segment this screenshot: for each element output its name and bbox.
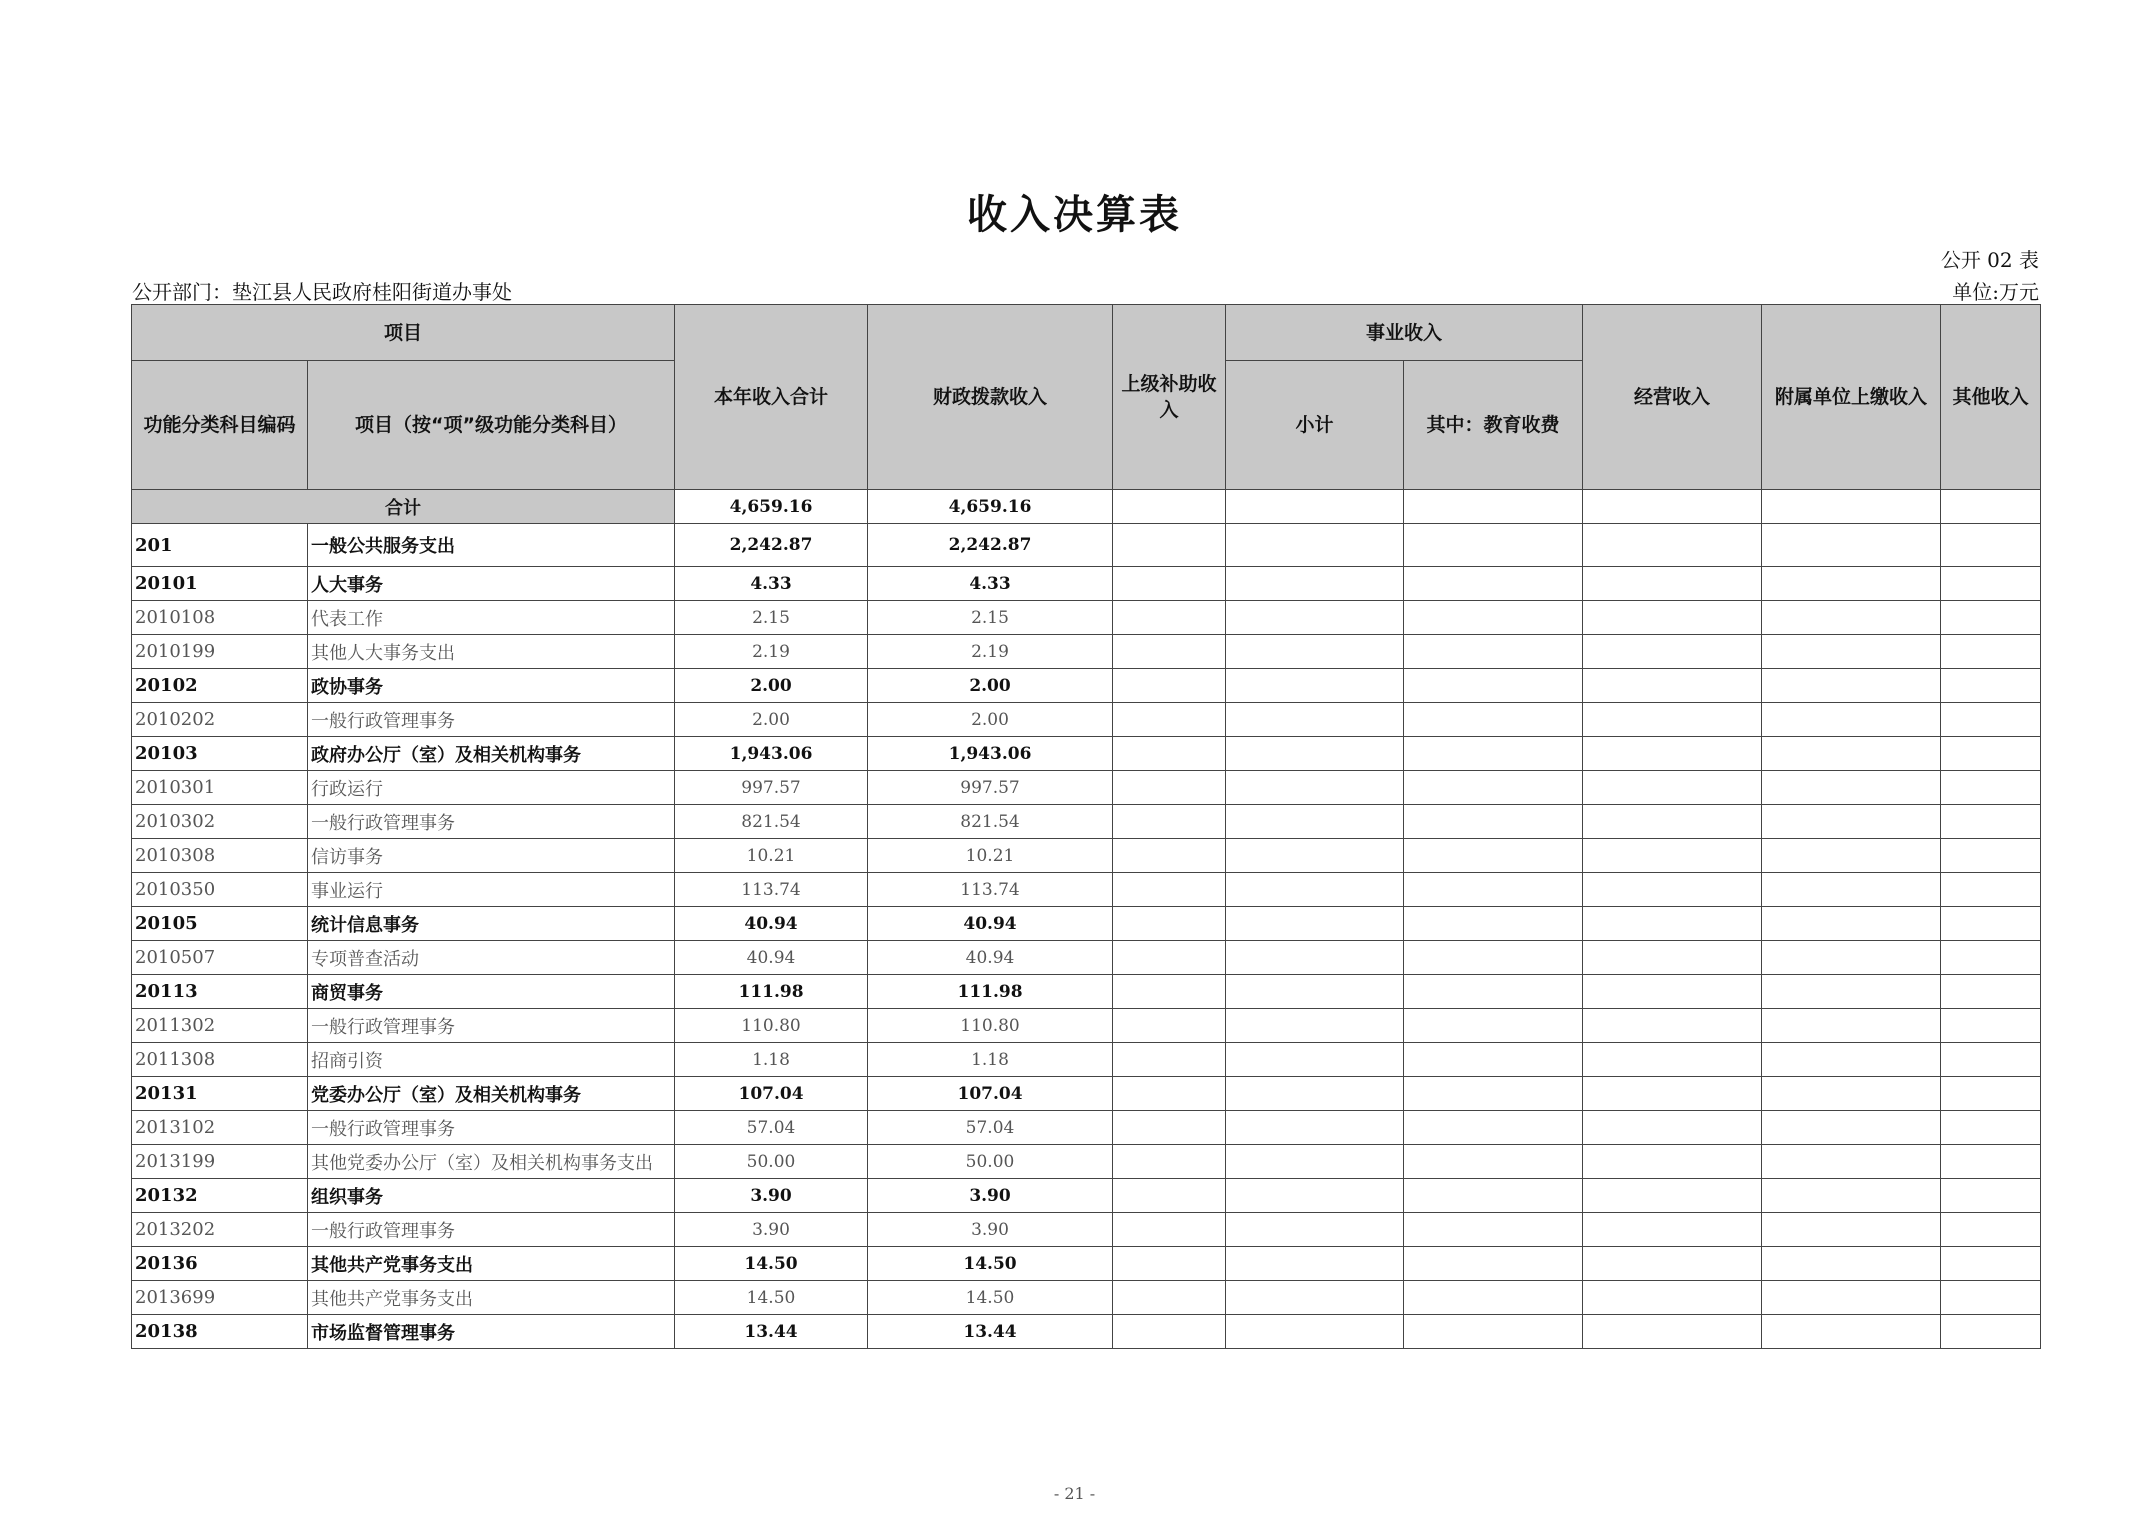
total-income-cell: 2.15 — [675, 601, 868, 635]
table-row — [132, 1009, 2041, 1043]
empty-cell — [1583, 1247, 1762, 1281]
empty-cell — [1583, 1179, 1762, 1213]
total-income-cell: 14.50 — [675, 1247, 868, 1281]
empty-cell — [1583, 941, 1762, 975]
code-cell: 20105 — [132, 907, 308, 941]
unit-label: 单位:万元 — [1952, 280, 2039, 304]
name-cell: 市场监督管理事务 — [308, 1315, 675, 1349]
empty-cell — [1226, 1213, 1404, 1247]
empty-cell — [1113, 907, 1226, 941]
empty-cell — [1762, 567, 1941, 601]
empty-cell — [1941, 1077, 2041, 1111]
empty-cell — [1583, 1077, 1762, 1111]
code-cell: 2013699 — [132, 1281, 308, 1315]
empty-cell — [1583, 975, 1762, 1009]
empty-cell — [1113, 873, 1226, 907]
total-income-cell: 1.18 — [675, 1043, 868, 1077]
fiscal-cell: 10.21 — [868, 839, 1113, 873]
total-income-cell: 57.04 — [675, 1111, 868, 1145]
code-cell: 2010308 — [132, 839, 308, 873]
table-row — [132, 524, 2041, 567]
name-cell: 专项普查活动 — [308, 941, 675, 975]
total-income-cell: 1,943.06 — [675, 737, 868, 771]
fiscal-cell: 821.54 — [868, 805, 1113, 839]
empty-cell — [1226, 703, 1404, 737]
fiscal-cell: 107.04 — [868, 1077, 1113, 1111]
empty-cell — [1583, 1009, 1762, 1043]
empty-cell — [1583, 771, 1762, 805]
empty-cell — [1583, 737, 1762, 771]
fiscal-cell: 1,943.06 — [868, 737, 1113, 771]
empty-cell — [1113, 839, 1226, 873]
code-cell: 2010302 — [132, 805, 308, 839]
fiscal-cell: 2.00 — [868, 669, 1113, 703]
code-cell: 20102 — [132, 669, 308, 703]
name-cell: 统计信息事务 — [308, 907, 675, 941]
total-income-cell: 2.19 — [675, 635, 868, 669]
empty-cell — [1941, 1315, 2041, 1349]
name-cell: 招商引资 — [308, 1043, 675, 1077]
table-row — [132, 635, 2041, 669]
name-cell: 行政运行 — [308, 771, 675, 805]
header-code: 功能分类科目编码 — [132, 361, 308, 490]
code-cell: 2010202 — [132, 703, 308, 737]
header-superior: 上级补助收入 — [1113, 305, 1226, 490]
empty-cell — [1113, 1281, 1226, 1315]
empty-cell — [1404, 1043, 1583, 1077]
fiscal-cell: 111.98 — [868, 975, 1113, 1009]
header-operating: 经营收入 — [1583, 305, 1762, 490]
empty-cell — [1583, 907, 1762, 941]
fiscal-cell: 13.44 — [868, 1315, 1113, 1349]
fiscal-cell: 50.00 — [868, 1145, 1113, 1179]
empty-cell — [1404, 1281, 1583, 1315]
name-cell: 一般行政管理事务 — [308, 1009, 675, 1043]
empty-cell — [1113, 1247, 1226, 1281]
table-row — [132, 601, 2041, 635]
empty-cell — [1113, 975, 1226, 1009]
empty-cell — [1226, 1043, 1404, 1077]
total-income-cell: 2.00 — [675, 669, 868, 703]
empty-cell — [1941, 524, 2041, 567]
total-income-cell: 821.54 — [675, 805, 868, 839]
empty-cell — [1941, 907, 2041, 941]
header-business: 事业收入 — [1226, 305, 1583, 361]
table-row — [132, 567, 2041, 601]
code-cell: 2010199 — [132, 635, 308, 669]
empty-cell — [1404, 524, 1583, 567]
empty-cell — [1762, 805, 1941, 839]
empty-cell — [1404, 975, 1583, 1009]
code-cell: 2010507 — [132, 941, 308, 975]
fiscal-cell: 2.19 — [868, 635, 1113, 669]
code-cell: 20113 — [132, 975, 308, 1009]
name-cell: 一般行政管理事务 — [308, 1213, 675, 1247]
empty-cell — [1226, 601, 1404, 635]
table-row — [132, 975, 2041, 1009]
empty-cell — [1404, 805, 1583, 839]
empty-cell — [1941, 1145, 2041, 1179]
empty-cell — [1113, 1043, 1226, 1077]
empty-cell — [1762, 1145, 1941, 1179]
name-cell: 一般公共服务支出 — [308, 524, 675, 567]
name-cell: 其他共产党事务支出 — [308, 1281, 675, 1315]
empty-cell — [1583, 1145, 1762, 1179]
empty-cell — [1941, 601, 2041, 635]
header-total-income: 本年收入合计 — [675, 305, 868, 490]
page-title: 收入决算表 — [967, 192, 1182, 238]
total-income-value: 4,659.16 — [675, 490, 868, 524]
empty-cell — [1941, 635, 2041, 669]
empty-cell — [1404, 567, 1583, 601]
table-row — [132, 771, 2041, 805]
total-label: 合计 — [132, 490, 675, 524]
empty-cell — [1762, 737, 1941, 771]
empty-cell — [1583, 1213, 1762, 1247]
code-cell: 2011302 — [132, 1009, 308, 1043]
name-cell: 其他党委办公厅（室）及相关机构事务支出 — [308, 1145, 675, 1179]
code-cell: 2013102 — [132, 1111, 308, 1145]
empty-cell — [1404, 1247, 1583, 1281]
code-cell: 2010301 — [132, 771, 308, 805]
empty-cell — [1404, 771, 1583, 805]
total-income-cell: 110.80 — [675, 1009, 868, 1043]
empty-cell — [1762, 1213, 1941, 1247]
empty-cell — [1404, 941, 1583, 975]
code-cell: 20101 — [132, 567, 308, 601]
empty-cell — [1404, 703, 1583, 737]
empty-cell — [1226, 771, 1404, 805]
code-cell: 20132 — [132, 1179, 308, 1213]
empty-cell — [1113, 1315, 1226, 1349]
name-cell: 一般行政管理事务 — [308, 703, 675, 737]
empty-cell — [1762, 635, 1941, 669]
empty-cell — [1113, 805, 1226, 839]
empty-cell — [1226, 635, 1404, 669]
empty-cell — [1113, 941, 1226, 975]
name-cell: 党委办公厅（室）及相关机构事务 — [308, 1077, 675, 1111]
empty-cell — [1762, 1111, 1941, 1145]
fiscal-cell: 2,242.87 — [868, 524, 1113, 567]
empty-cell — [1762, 907, 1941, 941]
empty-cell — [1226, 975, 1404, 1009]
code-cell: 20131 — [132, 1077, 308, 1111]
empty-cell — [1762, 1009, 1941, 1043]
empty-cell — [1226, 907, 1404, 941]
empty-cell — [1226, 1179, 1404, 1213]
code-cell: 2013202 — [132, 1213, 308, 1247]
empty-cell — [1941, 975, 2041, 1009]
table-row — [132, 1077, 2041, 1111]
empty-cell — [1404, 1111, 1583, 1145]
empty-cell — [1941, 771, 2041, 805]
empty-cell — [1113, 635, 1226, 669]
name-cell: 政府办公厅（室）及相关机构事务 — [308, 737, 675, 771]
empty-cell — [1113, 669, 1226, 703]
empty-cell — [1113, 1145, 1226, 1179]
table-row — [132, 873, 2041, 907]
fiscal-cell: 997.57 — [868, 771, 1113, 805]
empty-cell — [1583, 601, 1762, 635]
table-row — [132, 1247, 2041, 1281]
header-name: 项目（按“项”级功能分类科目） — [308, 361, 675, 490]
empty-cell — [1583, 567, 1762, 601]
total-row — [132, 490, 2041, 524]
empty-cell — [1404, 907, 1583, 941]
empty-cell — [1404, 1179, 1583, 1213]
empty-cell — [1113, 1009, 1226, 1043]
empty-cell — [1226, 1077, 1404, 1111]
empty-cell — [1583, 1043, 1762, 1077]
code-cell: 201 — [132, 524, 308, 567]
empty-cell — [1762, 839, 1941, 873]
empty-cell — [1583, 669, 1762, 703]
table-row — [132, 1145, 2041, 1179]
name-cell: 其他人大事务支出 — [308, 635, 675, 669]
total-income-cell: 113.74 — [675, 873, 868, 907]
empty-cell — [1941, 941, 2041, 975]
name-cell: 代表工作 — [308, 601, 675, 635]
empty-cell — [1941, 703, 2041, 737]
total-income-cell: 14.50 — [675, 1281, 868, 1315]
fiscal-cell: 4.33 — [868, 567, 1113, 601]
empty-cell — [1113, 1077, 1226, 1111]
fiscal-cell: 14.50 — [868, 1247, 1113, 1281]
table-row — [132, 1179, 2041, 1213]
empty-cell — [1941, 839, 2041, 873]
empty-cell — [1404, 1145, 1583, 1179]
empty-cell — [1762, 1077, 1941, 1111]
empty-cell — [1113, 1111, 1226, 1145]
empty-cell — [1226, 839, 1404, 873]
empty-cell — [1583, 873, 1762, 907]
empty-cell — [1941, 873, 2041, 907]
fiscal-cell: 57.04 — [868, 1111, 1113, 1145]
empty-cell — [1113, 1213, 1226, 1247]
total-income-cell: 10.21 — [675, 839, 868, 873]
fiscal-cell: 40.94 — [868, 907, 1113, 941]
total-income-cell: 40.94 — [675, 941, 868, 975]
empty-cell — [1404, 635, 1583, 669]
empty-cell — [1762, 703, 1941, 737]
empty-cell — [1404, 1077, 1583, 1111]
empty-cell — [1226, 805, 1404, 839]
code-cell: 2013199 — [132, 1145, 308, 1179]
empty-cell — [1583, 1111, 1762, 1145]
table-row — [132, 737, 2041, 771]
empty-cell — [1941, 1247, 2041, 1281]
name-cell: 一般行政管理事务 — [308, 1111, 675, 1145]
name-cell: 组织事务 — [308, 1179, 675, 1213]
fiscal-cell: 1.18 — [868, 1043, 1113, 1077]
empty-cell — [1941, 1009, 2041, 1043]
empty-cell — [1113, 703, 1226, 737]
fiscal-cell: 110.80 — [868, 1009, 1113, 1043]
empty-cell — [1113, 601, 1226, 635]
empty-cell — [1113, 771, 1226, 805]
code-cell: 20103 — [132, 737, 308, 771]
empty-cell — [1404, 1315, 1583, 1349]
table-row — [132, 1315, 2041, 1349]
table-row — [132, 1043, 2041, 1077]
empty-cell — [1762, 1247, 1941, 1281]
total-income-cell: 3.90 — [675, 1179, 868, 1213]
total-income-cell: 997.57 — [675, 771, 868, 805]
empty-cell — [1226, 524, 1404, 567]
table-row — [132, 1281, 2041, 1315]
department-label: 公开部门：垫江县人民政府桂阳街道办事处 — [132, 280, 512, 304]
empty-cell — [1941, 1179, 2041, 1213]
empty-cell — [1226, 873, 1404, 907]
empty-cell — [1583, 1281, 1762, 1315]
total-income-cell: 13.44 — [675, 1315, 868, 1349]
total-income-cell: 4.33 — [675, 567, 868, 601]
empty-cell — [1762, 771, 1941, 805]
empty-cell — [1404, 601, 1583, 635]
empty-cell — [1762, 1179, 1941, 1213]
empty-cell — [1762, 1281, 1941, 1315]
empty-cell — [1941, 805, 2041, 839]
total-income-cell: 111.98 — [675, 975, 868, 1009]
total-income-cell: 40.94 — [675, 907, 868, 941]
name-cell: 一般行政管理事务 — [308, 805, 675, 839]
fiscal-cell: 2.15 — [868, 601, 1113, 635]
empty-cell — [1404, 873, 1583, 907]
total-income-cell: 107.04 — [675, 1077, 868, 1111]
empty-cell — [1941, 1111, 2041, 1145]
empty-cell — [1583, 703, 1762, 737]
name-cell: 其他共产党事务支出 — [308, 1247, 675, 1281]
code-cell: 20136 — [132, 1247, 308, 1281]
empty-cell — [1583, 524, 1762, 567]
empty-cell — [1226, 1247, 1404, 1281]
empty-cell — [1404, 669, 1583, 703]
empty-cell — [1941, 1213, 2041, 1247]
header-item: 项目 — [132, 305, 675, 361]
empty-cell — [1226, 941, 1404, 975]
header-education: 其中：教育收费 — [1404, 361, 1583, 490]
total-income-cell: 3.90 — [675, 1213, 868, 1247]
empty-cell — [1583, 839, 1762, 873]
empty-cell — [1762, 524, 1941, 567]
empty-cell — [1226, 669, 1404, 703]
empty-cell — [1226, 1145, 1404, 1179]
name-cell: 政协事务 — [308, 669, 675, 703]
empty-cell — [1113, 1179, 1226, 1213]
table-row — [132, 839, 2041, 873]
table-row — [132, 907, 2041, 941]
empty-cell — [1583, 805, 1762, 839]
table-row — [132, 1111, 2041, 1145]
empty-cell — [1941, 1043, 2041, 1077]
empty-cell — [1583, 635, 1762, 669]
empty-cell — [1113, 567, 1226, 601]
name-cell: 事业运行 — [308, 873, 675, 907]
total-income-cell: 50.00 — [675, 1145, 868, 1179]
header-affiliated: 附属单位上缴收入 — [1762, 305, 1941, 490]
empty-cell — [1226, 737, 1404, 771]
table-row — [132, 669, 2041, 703]
empty-cell — [1404, 737, 1583, 771]
total-income-cell: 2,242.87 — [675, 524, 868, 567]
form-number: 公开 02 表 — [1940, 248, 2039, 272]
fiscal-cell: 40.94 — [868, 941, 1113, 975]
empty-cell — [1762, 601, 1941, 635]
empty-cell — [1226, 1009, 1404, 1043]
empty-cell — [1941, 737, 2041, 771]
empty-cell — [1404, 839, 1583, 873]
income-statement-table — [131, 304, 2041, 1349]
empty-cell — [1404, 1009, 1583, 1043]
empty-cell — [1762, 1315, 1941, 1349]
empty-cell — [1226, 1111, 1404, 1145]
empty-cell — [1762, 873, 1941, 907]
code-cell: 20138 — [132, 1315, 308, 1349]
table-row — [132, 1213, 2041, 1247]
empty-cell — [1583, 1315, 1762, 1349]
empty-cell — [1941, 669, 2041, 703]
header-other: 其他收入 — [1941, 305, 2041, 490]
name-cell: 商贸事务 — [308, 975, 675, 1009]
code-cell: 2010108 — [132, 601, 308, 635]
table-row — [132, 703, 2041, 737]
name-cell: 信访事务 — [308, 839, 675, 873]
page-number: - 21 - — [1053, 1484, 1096, 1503]
code-cell: 2010350 — [132, 873, 308, 907]
empty-cell — [1226, 567, 1404, 601]
total-income-cell: 2.00 — [675, 703, 868, 737]
empty-cell — [1941, 567, 2041, 601]
fiscal-cell: 14.50 — [868, 1281, 1113, 1315]
total-fiscal-value: 4,659.16 — [868, 490, 1113, 524]
empty-cell — [1762, 1043, 1941, 1077]
empty-cell — [1404, 1213, 1583, 1247]
fiscal-cell: 2.00 — [868, 703, 1113, 737]
name-cell: 人大事务 — [308, 567, 675, 601]
fiscal-cell: 3.90 — [868, 1213, 1113, 1247]
code-cell: 2011308 — [132, 1043, 308, 1077]
empty-cell — [1941, 1281, 2041, 1315]
header-fiscal: 财政拨款收入 — [868, 305, 1113, 490]
empty-cell — [1113, 737, 1226, 771]
empty-cell — [1762, 669, 1941, 703]
empty-cell — [1762, 975, 1941, 1009]
empty-cell — [1762, 941, 1941, 975]
empty-cell — [1113, 524, 1226, 567]
header-subtotal: 小计 — [1226, 361, 1404, 490]
empty-cell — [1226, 1315, 1404, 1349]
table-row — [132, 805, 2041, 839]
fiscal-cell: 113.74 — [868, 873, 1113, 907]
fiscal-cell: 3.90 — [868, 1179, 1113, 1213]
table-row — [132, 941, 2041, 975]
empty-cell — [1226, 1281, 1404, 1315]
